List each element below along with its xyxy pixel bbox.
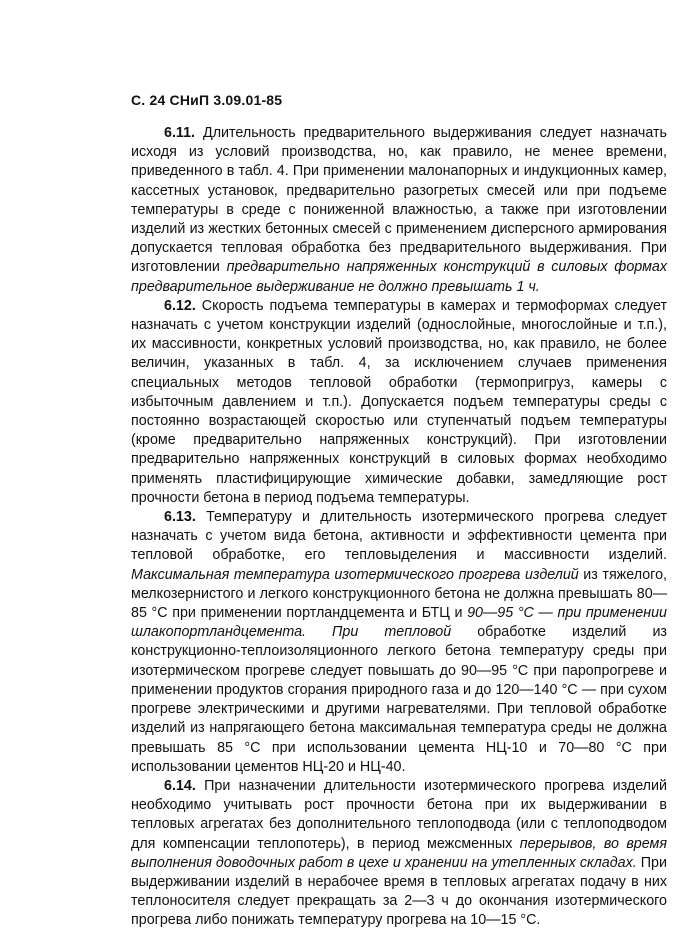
- paragraph-text-italic: предварительно напряженных конструкций в силовых формах предварительное выдерживание не должно превышать 1 ч.: [131, 259, 667, 295]
- document-page: [131, 92, 667, 931]
- paragraph-text-italic: перерывов, во время выполнения доводочных работ в цехе и хранении на утепленных складах.: [131, 835, 667, 871]
- clause-number: 6.11.: [164, 125, 196, 141]
- paragraph-text: Температуру и длительность изотермического прогрева следует назначать с учетом вида бетона, активности и эффективности цемента при тепловой обработке, его тепловыделения и массивности изделий.: [131, 509, 667, 564]
- paragraph-text: обработке изделий из конструкционно-теплоизоляционного легкого бетона температуру среды при изотермическом прогреве следует повышать до 90—95 °С при паропрогреве и применении продуктов сгорания природного газа и до 120—140 °С — при сухом прогреве электрическими и другими нагревателями. При тепловой обработке изделий из напрягающего бетона максимальная температура среды не должна превышать 85 °С при использовании цемента НЦ-10 и 70—80 °С при использовании цементов НЦ-20 и НЦ-40.: [131, 624, 667, 775]
- paragraph-text-italic: 90—95 °С — при применении шлакопортландцемента. При тепловой: [131, 605, 668, 641]
- clause-number: 6.13.: [164, 509, 196, 526]
- page-header: С. 24 СНиП 3.09.01-85: [131, 92, 283, 108]
- paragraph-6-11: [131, 124, 667, 297]
- paragraph-text: Длительность предварительного выдерживания следует назначать исходя из условий производства, но, как правило, не менее времени, приведенного в табл. 4. При применении малонапорных и индукционных камер, кассетных установок, предварительно разогретых смесей или при подъеме температуры в среде с пониженной влажностью, а также при изготовлении изделий из жестких бетонных смесей с применением дисперсного армирования допускается тепловая обработка без предварительного выдерживания. При изготовлении: [131, 125, 667, 276]
- paragraph-text: из тяжелого, мелкозернистого и легкого конструкционного бетона не должна превышать 80—85 °С при применении портландцемента и БТЦ и: [131, 566, 668, 622]
- clause-number: 6.14.: [164, 777, 196, 794]
- paragraph-6-12: [131, 297, 667, 508]
- paragraph-6-14: [131, 777, 667, 931]
- paragraph-text-italic: Максимальная температура изотермического прогрева изделий: [131, 566, 579, 583]
- paragraph-text: При выдерживании изделий в нерабочее время в тепловых агрегатах подачу в них теплоносителя следует прекращать за 2—3 ч до окончания изотермического прогрева либо понижать температуру прогрева на 10—15 °С.: [131, 854, 667, 929]
- paragraph-6-13: [131, 508, 667, 777]
- paragraph-text: Скорость подъема температуры в камерах и термоформах следует назначать с учетом конструкции изделий (однослойные, многослойные и т.п.), их массивности, конкретных условий производства, но, как правило, не более величин, указанных в табл. 4, за исключением случаев применения специальных методов тепловой обработки (термопригруз, камеры с избыточным давлением и т.п.). Допускается подъем температуры среды с постоянно возрастающей скоростью или ступенчатый подъем температуры (кроме предварительно напряженных конструкций). При изготовлении предварительно напряженных конструкций в силовых формах необходимо применять пластифицирующие химические добавки, замедляющие рост прочности бетона в период подъема температуры.: [131, 297, 667, 506]
- clause-number: 6.12.: [164, 297, 196, 314]
- paragraph-text: При назначении длительности изотермического прогрева изделий необходимо учитывать рост прочности бетона при их выдерживании в тепловых агрегатах без дополнительного теплоподвода (или с теплоподводом для компенсации теплопотерь), в период межсменных: [131, 777, 667, 852]
